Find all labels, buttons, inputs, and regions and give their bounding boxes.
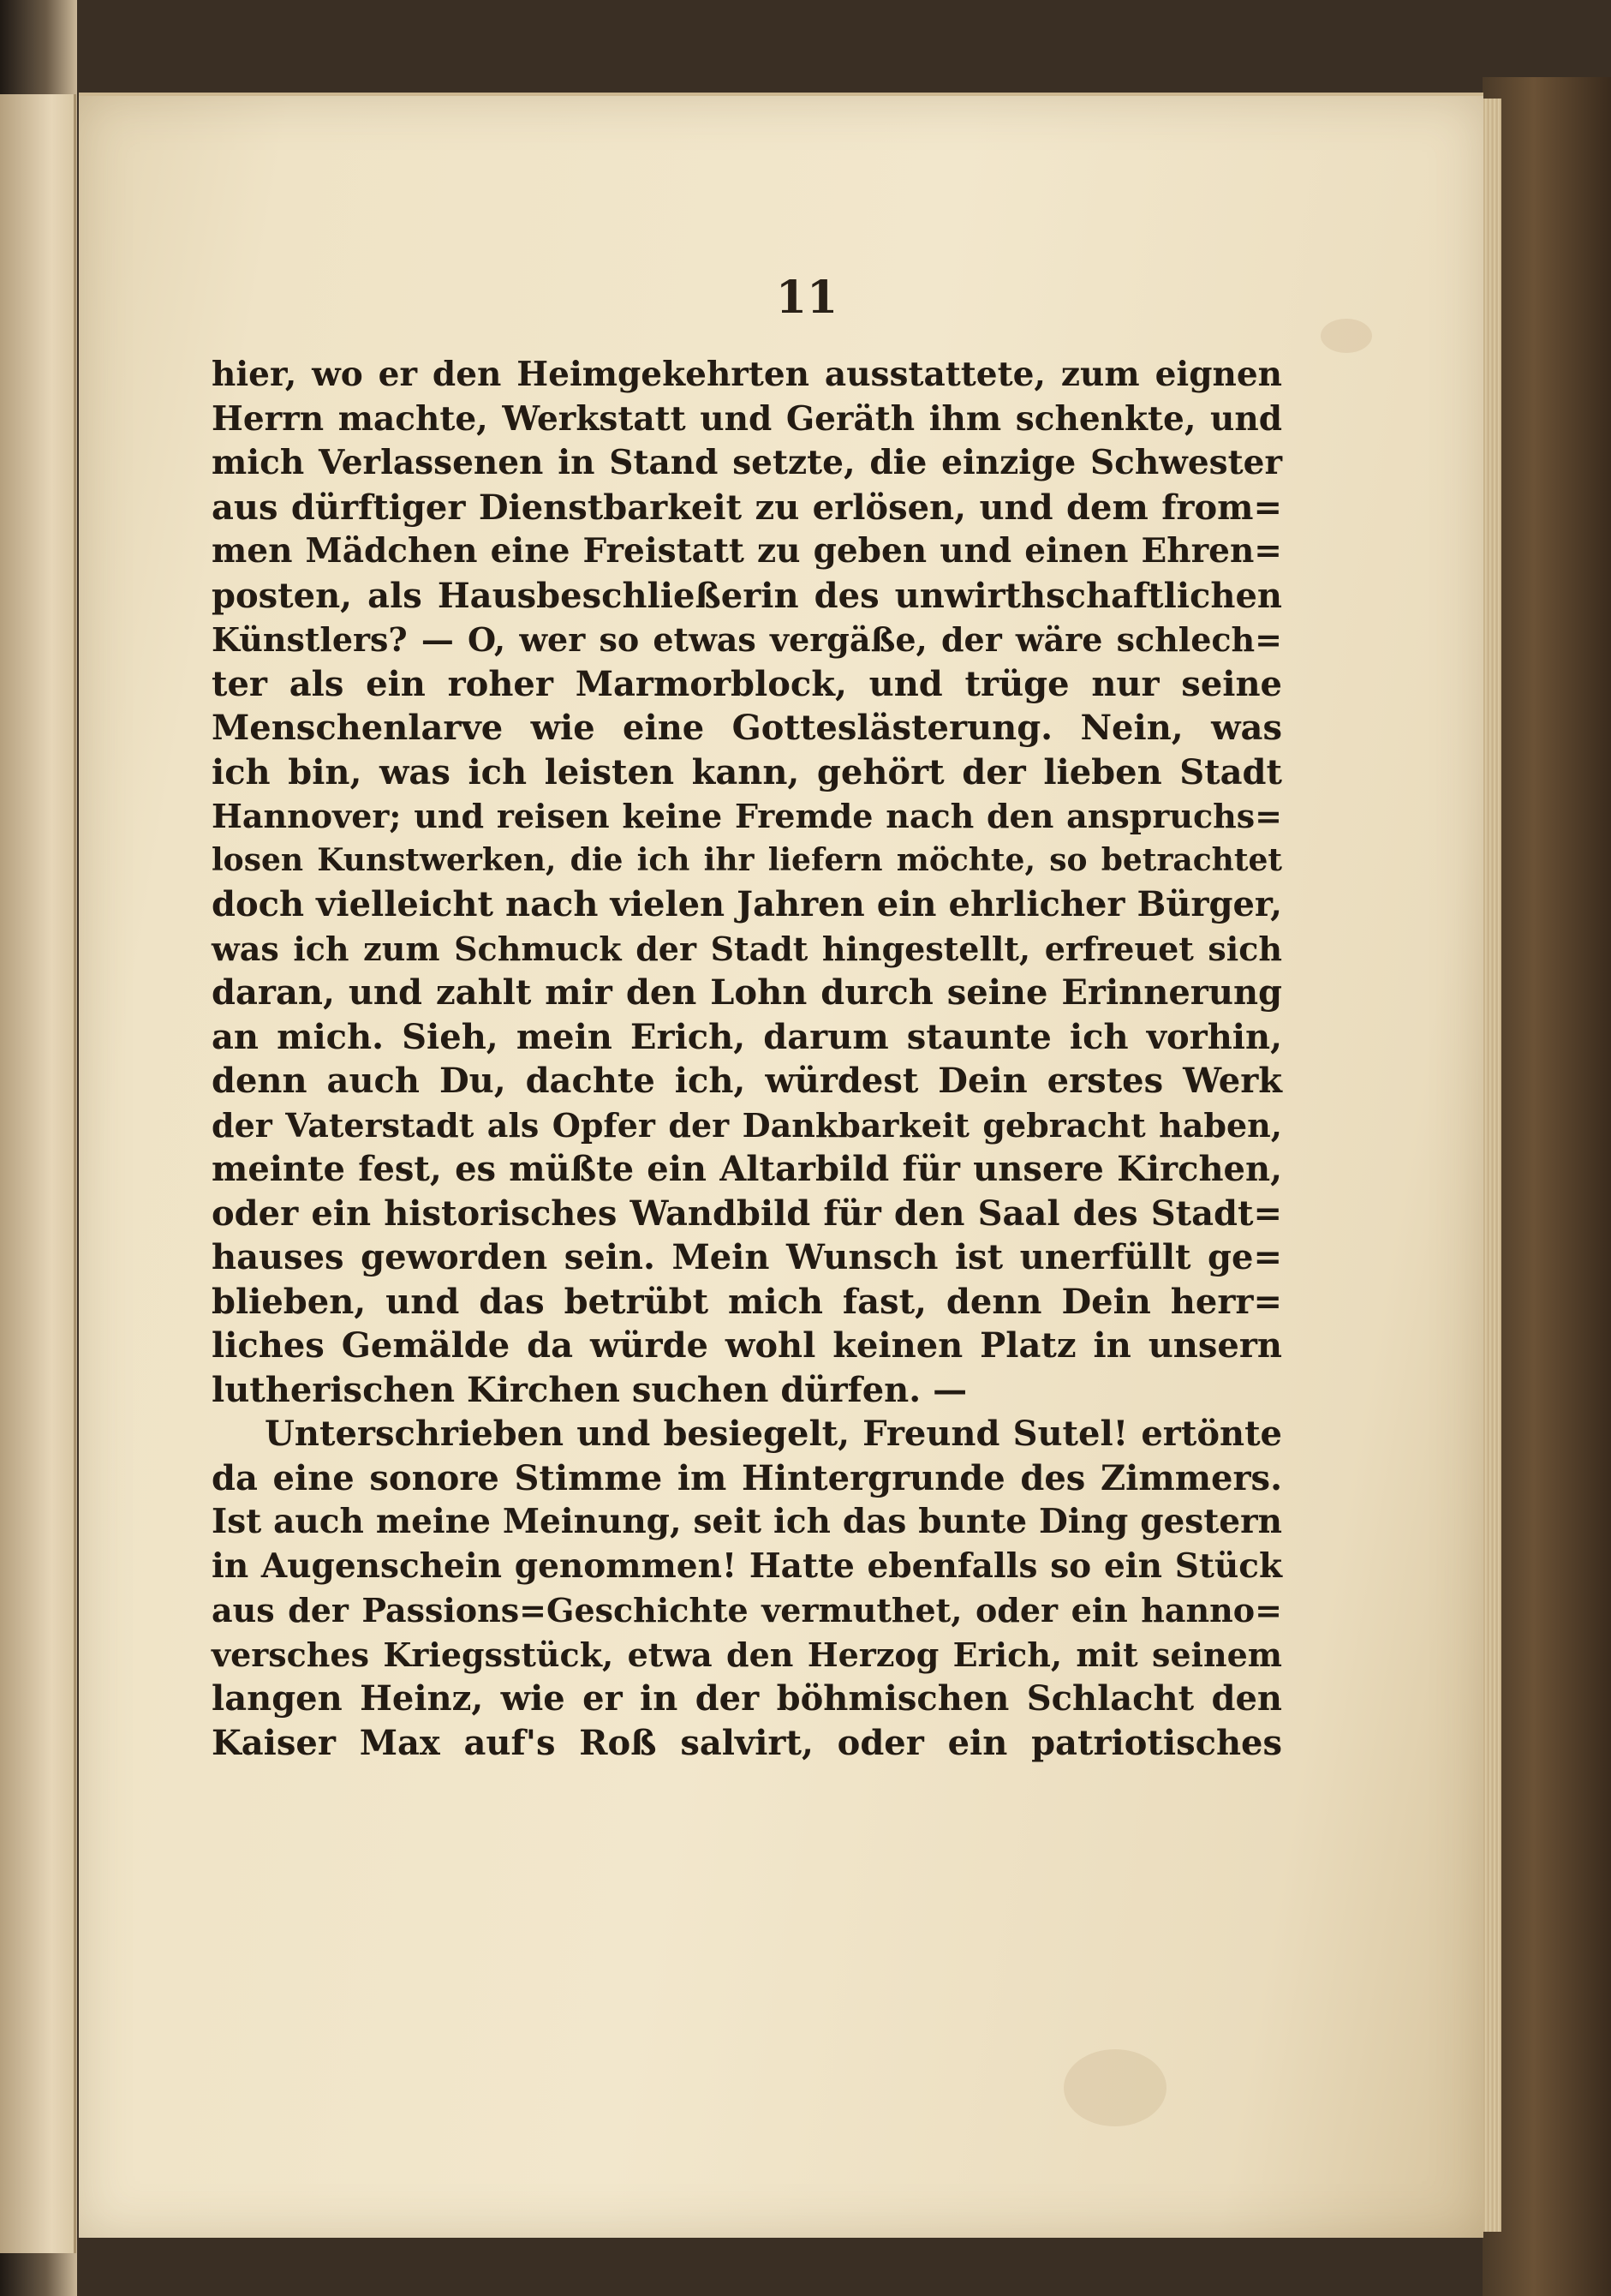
text-line: in Augenschein genommen! Hatte ebenfalls so ein Stück <box>212 1546 1282 1586</box>
text-line: men Mädchen eine Freistatt zu geben und einen Ehren= <box>212 531 1282 571</box>
text-line: was ich zum Schmuck der Stadt hingestellt, erfreuet sich <box>212 929 1282 968</box>
text-line: da eine sonore Stimme im Hintergrunde des Zimmers. <box>212 1457 1282 1498</box>
text-line: mich Verlassenen in Stand setzte, die einzige Schwester <box>212 443 1282 482</box>
text-line: losen Kunstwerken, die ich ihr liefern möchte, so betrachtet <box>212 841 1282 878</box>
left-page-edge <box>0 94 76 2253</box>
text-line: langen Heinz, wie er in der böhmischen Schlacht den <box>212 1678 1282 1719</box>
text-line: doch vielleicht nach vielen Jahren ein ehrlicher Bürger, <box>212 884 1282 924</box>
text-line: hier, wo er den Heimgekehrten ausstattete, zum eignen <box>212 355 1282 394</box>
book-page <box>79 93 1483 2238</box>
text-line: blieben, und das betrübt mich fast, denn Dein herr= <box>212 1281 1282 1322</box>
text-line: Unterschrieben und besiegelt, Freund Sutel! ertönte <box>265 1414 1282 1454</box>
text-line: ter als ein roher Marmorblock, und trüge nur seine <box>212 663 1282 704</box>
text-line: der Vaterstadt als Opfer der Dankbarkeit gebracht haben, <box>212 1105 1282 1145</box>
text-line: daran, und zahlt mir den Lohn durch seine Erinnerung <box>212 972 1282 1013</box>
text-line: Herrn machte, Werkstatt und Geräth ihm schenkte, und <box>212 398 1282 439</box>
text-line: versches Kriegsstück, etwa den Herzog Erich, mit seinem <box>212 1635 1282 1674</box>
text-line: an mich. Sieh, mein Erich, darum staunte ich vorhin, <box>212 1016 1282 1057</box>
text-line: aus der Passions=Geschichte vermuthet, oder ein hanno= <box>212 1591 1282 1629</box>
text-line: meinte fest, es müßte ein Altarbild für unsere Kirchen, <box>212 1149 1282 1189</box>
paper-stain <box>1321 319 1372 353</box>
text-line: posten, als Hausbeschließerin des unwirthschaftlichen <box>212 575 1282 616</box>
text-line: denn auch Du, dachte ich, würdest Dein erstes Werk <box>212 1061 1282 1101</box>
text-line: hauses geworden sein. Mein Wunsch ist unerfüllt ge= <box>212 1237 1282 1277</box>
text-line: Hannover; und reisen keine Fremde nach den anspruchs= <box>212 797 1282 835</box>
text-line: Kaiser Max auf's Roß salvirt, oder ein patriotisches <box>212 1722 1282 1763</box>
text-line: Menschenlarve wie eine Gotteslästerung. Nein, was <box>212 708 1282 748</box>
text-line: Künstlers? — O, wer so etwas vergäße, der wäre schlech= <box>212 620 1282 659</box>
book-cover-edge <box>1483 77 1611 2296</box>
text-line: aus dürftiger Dienstbarkeit zu erlösen, und dem from= <box>212 487 1282 528</box>
paper-stain <box>1064 2049 1166 2126</box>
page-number: 11 <box>775 272 838 324</box>
text-line: ich bin, was ich leisten kann, gehört der lieben Stadt <box>212 751 1282 792</box>
text-line: Ist auch meine Meinung, seit ich das bunte Ding gestern <box>212 1502 1282 1541</box>
body-text <box>212 353 1282 1765</box>
text-line: lutherischen Kirchen suchen dürfen. — <box>212 1369 968 1410</box>
text-line: liches Gemälde da würde wohl keinen Platz in unsern <box>212 1325 1282 1366</box>
text-line: oder ein historisches Wandbild für den Saal des Stadt= <box>212 1193 1282 1234</box>
